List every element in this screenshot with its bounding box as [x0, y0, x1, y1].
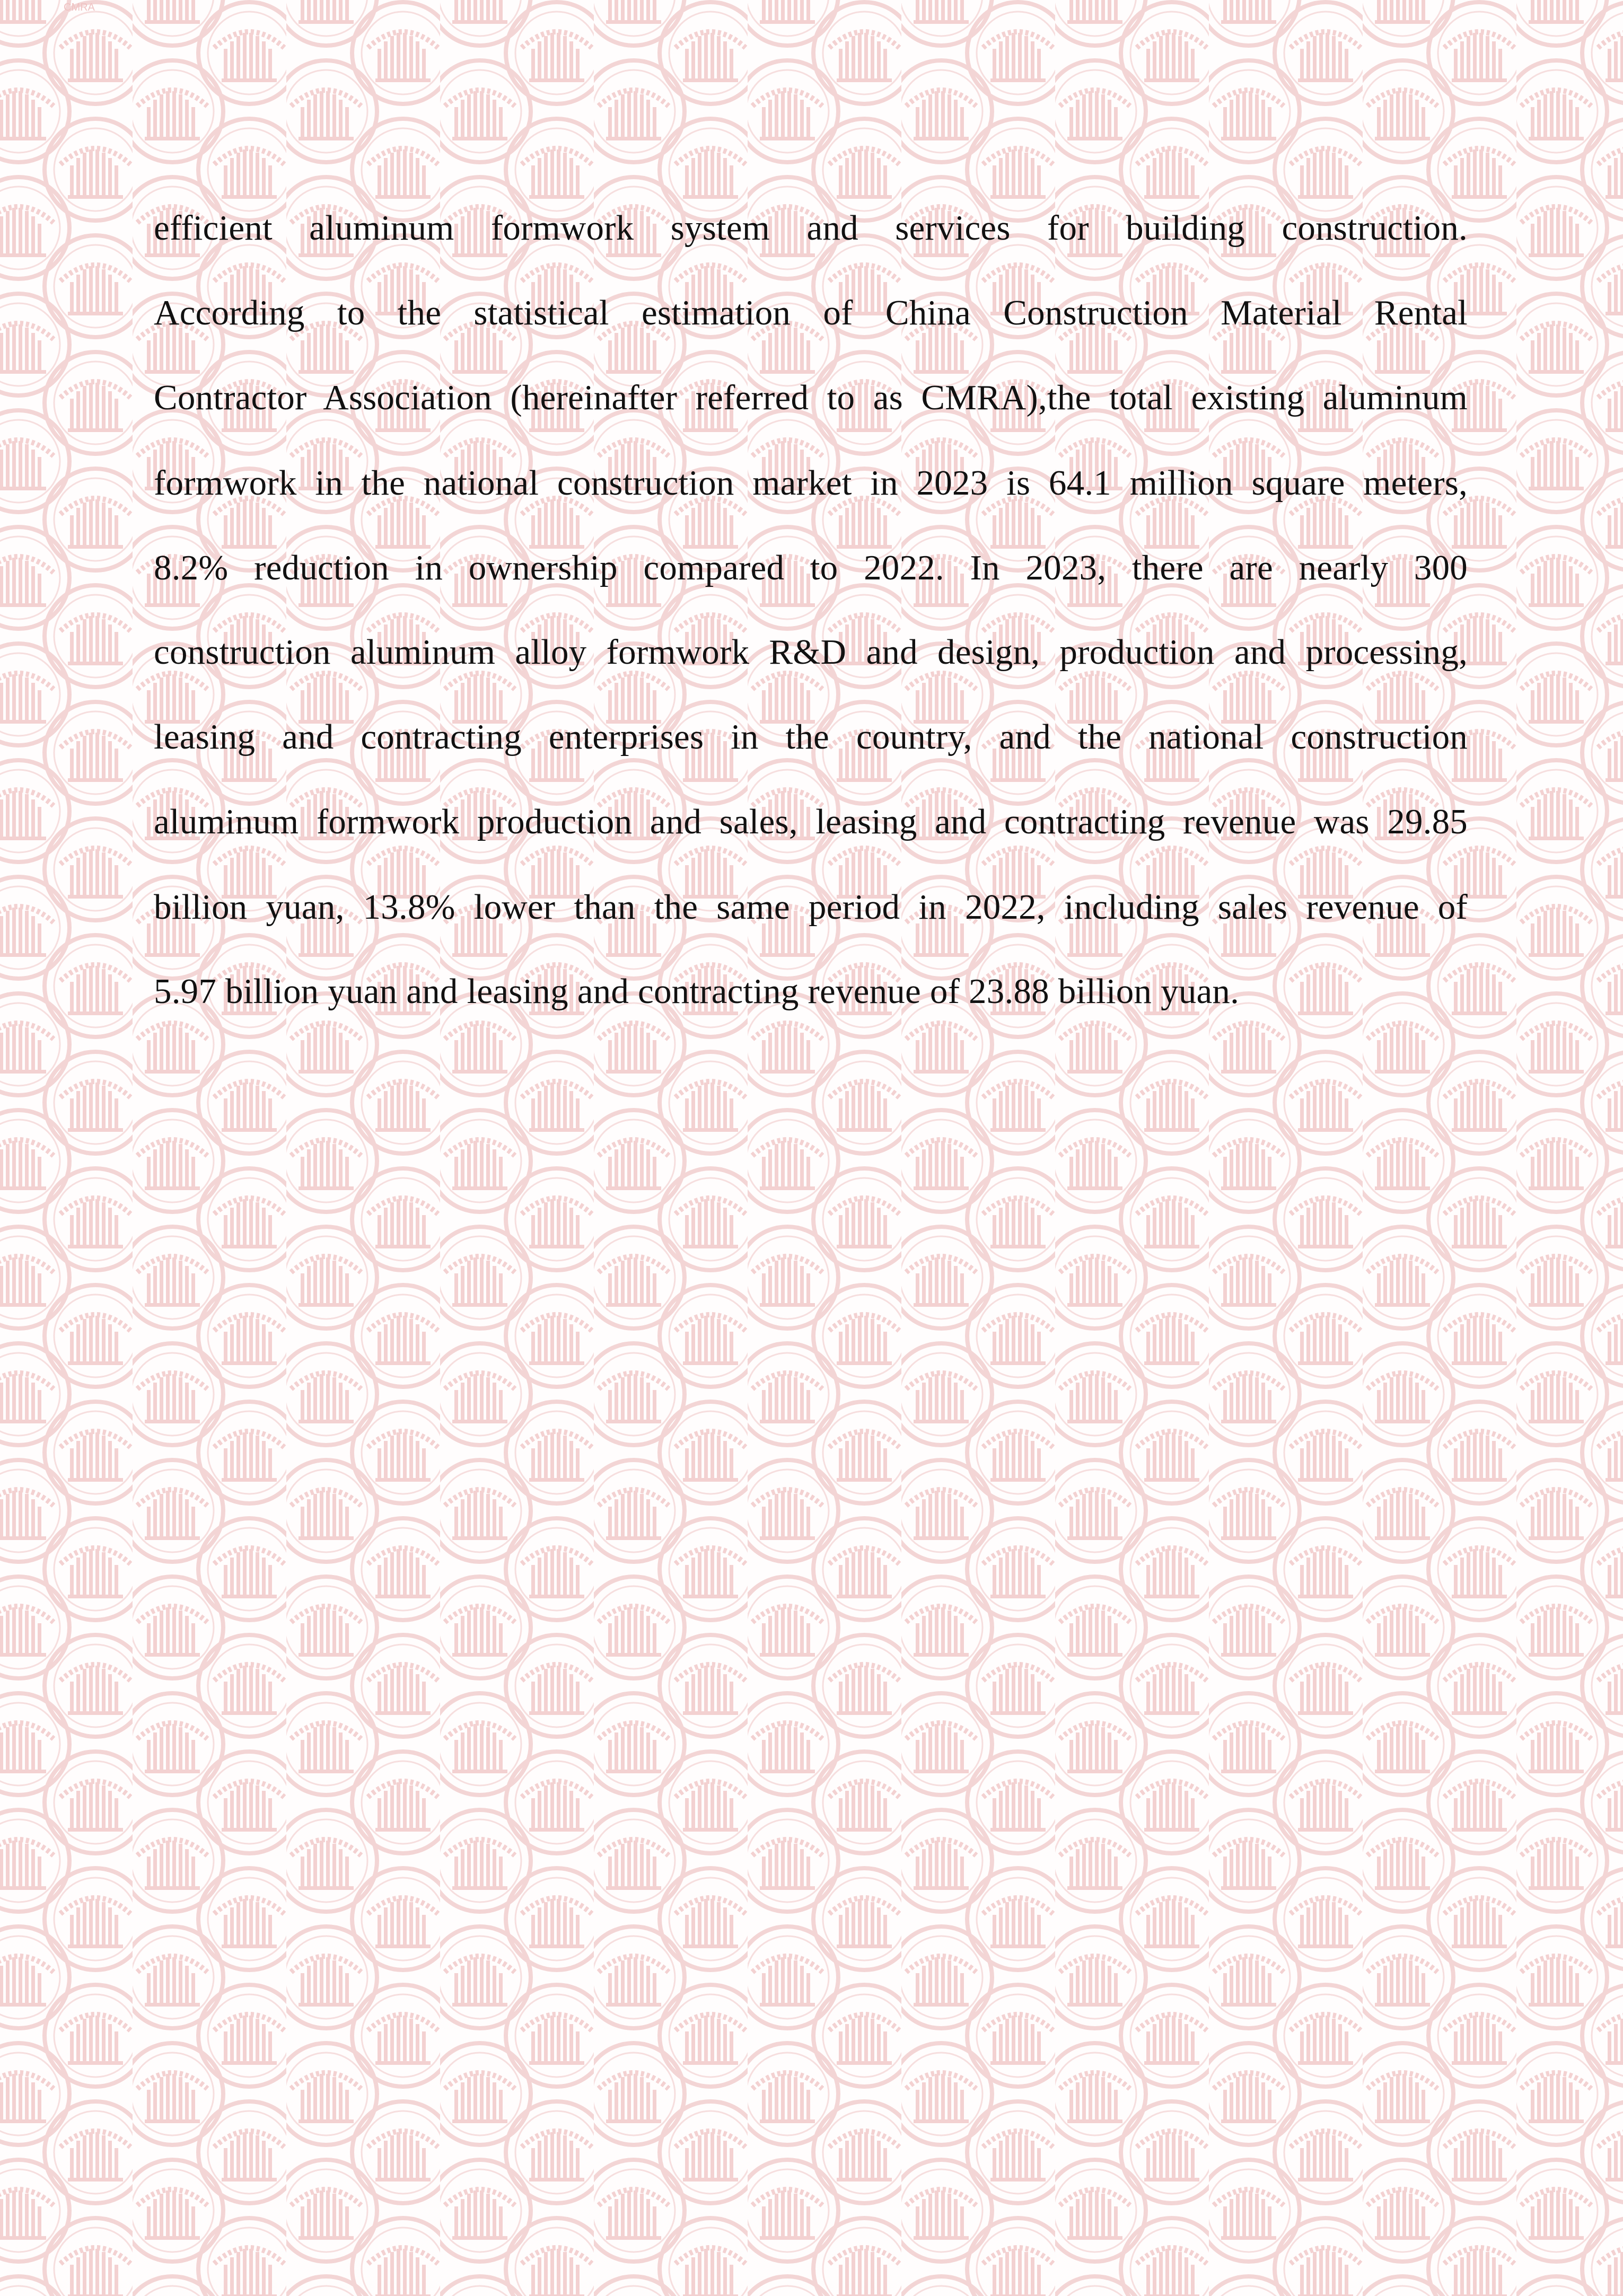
watermark-label: CMRA	[64, 2, 95, 13]
paragraph-line: billion yuan, 13.8% lower than the same period in 2022, including sales revenue of	[154, 887, 1468, 927]
paragraph-line: Contractor Association (hereinafter referred to as CMRA),the total existing aluminum	[154, 378, 1468, 417]
paragraph-line: construction aluminum alloy formwork R&D and design, production and processing,	[154, 632, 1468, 672]
paragraph-line: According to the statistical estimation of China Construction Material Rental	[154, 293, 1468, 332]
paragraph-line: 8.2% reduction in ownership compared to 2022. In 2023, there are nearly 300	[154, 548, 1468, 587]
paragraph-line: aluminum formwork production and sales, leasing and contracting revenue was 29.85	[154, 802, 1468, 841]
paragraph-line: efficient aluminum formwork system and services for building construction.	[154, 208, 1468, 248]
paragraph-line: leasing and contracting enterprises in the country, and the national construction	[154, 717, 1468, 756]
paragraph-line: formwork in the national construction market in 2023 is 64.1 million square meters,	[154, 463, 1468, 503]
paragraph-line: 5.97 billion yuan and leasing and contracting revenue of 23.88 billion yuan.	[154, 972, 1240, 1011]
watermark-labels	[64, 2, 95, 13]
